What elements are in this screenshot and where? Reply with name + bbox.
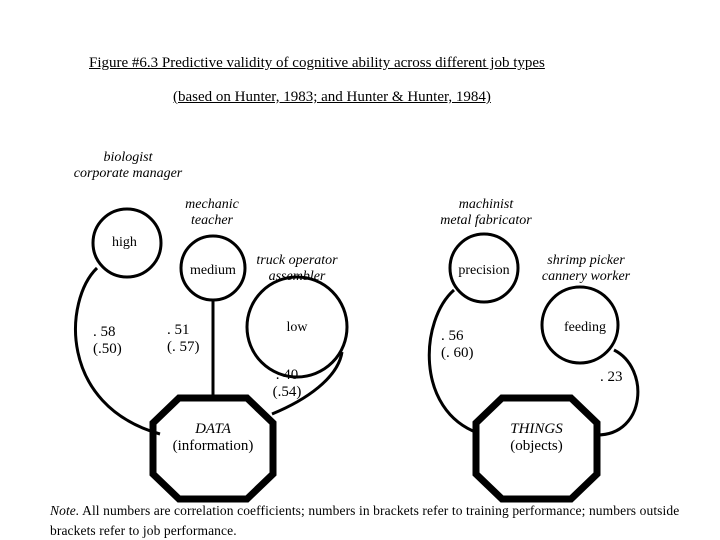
hub-label-data-subtitle: (information): [172, 438, 254, 455]
coefficient-high: . 58 (.50): [93, 324, 122, 358]
hub-label-data: [153, 421, 273, 456]
figure-subtitle: (based on Hunter, 1983; and Hunter & Hunter, 1984): [173, 89, 491, 105]
coefficient-medium: . 51 (. 57): [167, 322, 200, 356]
node-label-feeding: feeding: [564, 320, 606, 335]
node-label-high: high: [112, 235, 137, 250]
note-label: Note.: [50, 503, 80, 518]
hub-label-things: [476, 421, 597, 456]
hub-label-data-title: DATA: [195, 421, 231, 437]
figure-title: Figure #6.3 Predictive validity of cognitive ability across different job types: [89, 55, 545, 71]
coefficient-low: . 40 (.54): [272, 367, 302, 401]
hub-label-things-title: THINGS: [510, 421, 563, 437]
node-label-low: low: [286, 320, 308, 335]
job-examples-low-data: truck operator assembler: [256, 253, 338, 285]
figure-note: [50, 501, 710, 540]
note-text: All numbers are correlation coefficients; numbers in brackets refer to training performance; numbers outside brackets refer to job performance.: [50, 503, 680, 538]
job-examples-high: biologist corporate manager: [73, 150, 183, 182]
connector-feeding-to-things: [597, 350, 638, 435]
job-examples-medium-data: mechanic teacher: [185, 197, 239, 229]
node-label-medium: medium: [190, 263, 236, 278]
job-examples-precision: machinist metal fabricator: [440, 197, 532, 229]
node-label-precision: precision: [458, 263, 510, 278]
coefficient-feeding: . 23: [600, 369, 623, 385]
job-examples-feeding: shrimp picker cannery worker: [541, 253, 631, 285]
hub-label-things-subtitle: (objects): [510, 438, 563, 455]
coefficient-precision: . 56 (. 60): [441, 328, 474, 362]
